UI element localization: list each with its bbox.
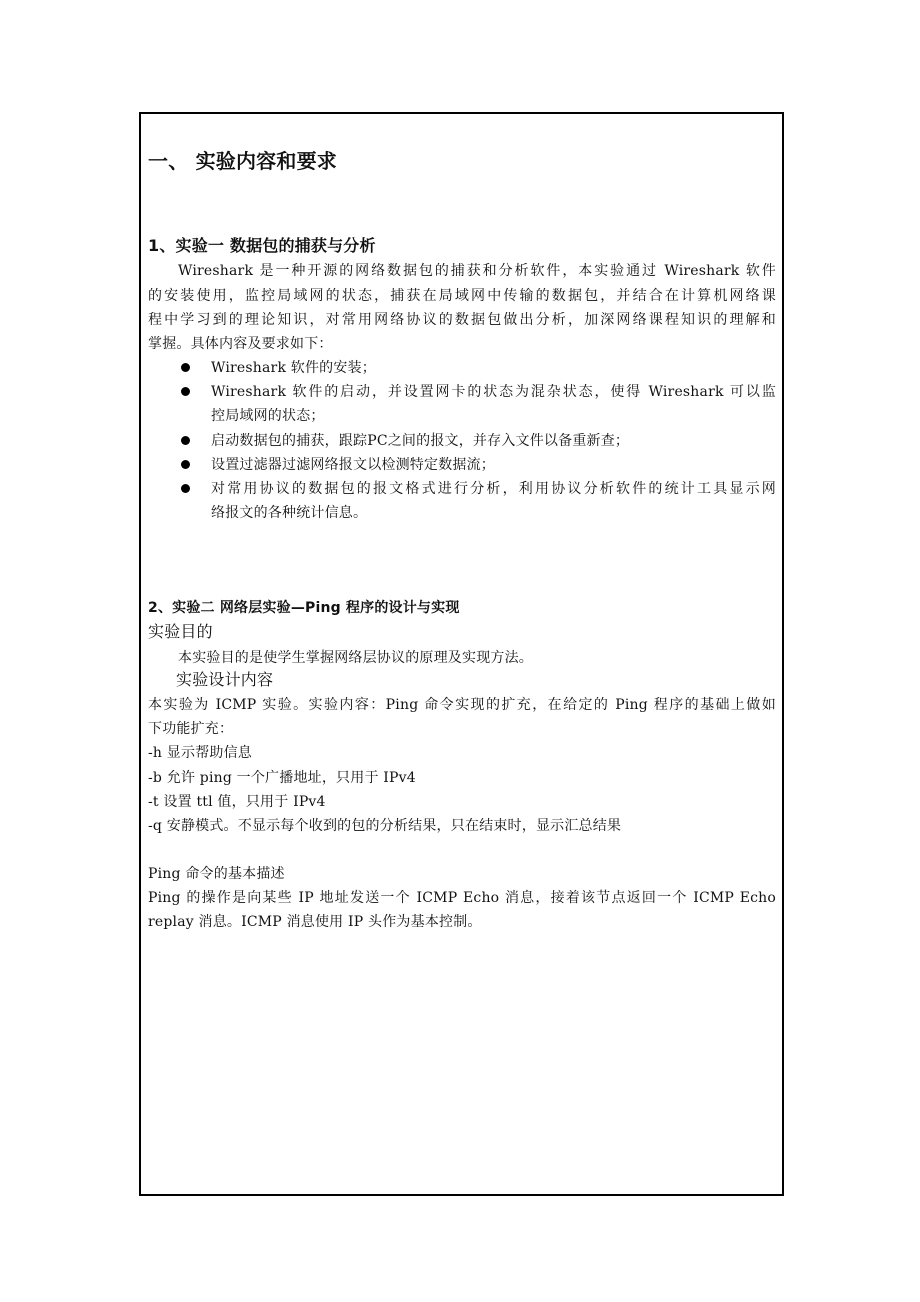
option-line: -q 安静模式。不显示每个收到的包的分析结果，只在结束时，显示汇总结果 — [148, 818, 622, 834]
exp1-intro-line: Wireshark 是一种开源的网络数据包的捕获和分析软件，本实验通过 Wireshark 软件 — [178, 263, 776, 279]
bullet-text: Wireshark 软件的启动，并设置网卡的状态为混杂状态，使得 Wireshark 可以监 — [211, 384, 776, 400]
exp2-design-line: 本实验为 ICMP 实验。实验内容：Ping 命令实现的扩充，在给定的 Ping 程序的基础上做如 — [148, 697, 776, 713]
option-line: -h 显示帮助信息 — [148, 745, 252, 761]
ping-text-line: Ping 的操作是向某些 IP 地址发送一个 ICMP Echo 消息，接着该节点返回一个 ICMP Echo — [148, 890, 776, 906]
exp2-design-line: 下功能扩充： — [148, 721, 234, 737]
bullet-text: 对常用协议的数据包的报文格式进行分析，利用协议分析软件的统计工具显示网 — [211, 481, 776, 497]
exp2-design-heading: 实验设计内容 — [176, 670, 274, 689]
bullet-text: Wireshark 软件的安装； — [211, 360, 376, 376]
bullet-dot — [181, 387, 190, 396]
bullet-dot — [181, 363, 190, 372]
bullet-text: 络报文的各种统计信息。 — [211, 505, 368, 521]
exp2-purpose-heading: 实验目的 — [148, 622, 213, 641]
ping-heading: Ping 命令的基本描述 — [148, 866, 285, 882]
exp1-intro-line: 的安装使用，监控局域网的状态，捕获在局域网中传输的数据包，并结合在计算机网络课 — [148, 288, 776, 304]
bullet-text: 启动数据包的捕获，跟踪PC之间的报文，并存入文件以备重新查； — [211, 433, 630, 449]
option-line: -b 允许 ping 一个广播地址，只用于 IPv4 — [148, 770, 416, 786]
section-title: 一、 实验内容和要求 — [148, 149, 337, 173]
bullet-dot — [181, 460, 190, 469]
bullet-text: 控局域网的状态； — [211, 408, 325, 424]
ping-text-line: replay 消息。ICMP 消息使用 IP 头作为基本控制。 — [148, 914, 482, 930]
bullet-dot — [181, 436, 190, 445]
exp2-purpose-text: 本实验目的是使学生掌握网络层协议的原理及实现方法。 — [178, 650, 533, 666]
bullet-text: 设置过滤器过滤网络报文以检测特定数据流； — [211, 457, 495, 473]
bullet-dot — [181, 484, 190, 493]
option-line: -t 设置 ttl 值，只用于 IPv4 — [148, 794, 326, 810]
exp1-intro-line: 程中学习到的理论知识，对常用网络协议的数据包做出分析，加深网络课程知识的理解和 — [148, 312, 776, 328]
exp1-title: 1、实验一 数据包的捕获与分析 — [148, 236, 376, 255]
exp1-intro-line: 掌握。具体内容及要求如下： — [148, 336, 333, 352]
exp2-title: 2、实验二 网络层实验—Ping 程序的设计与实现 — [148, 600, 460, 616]
